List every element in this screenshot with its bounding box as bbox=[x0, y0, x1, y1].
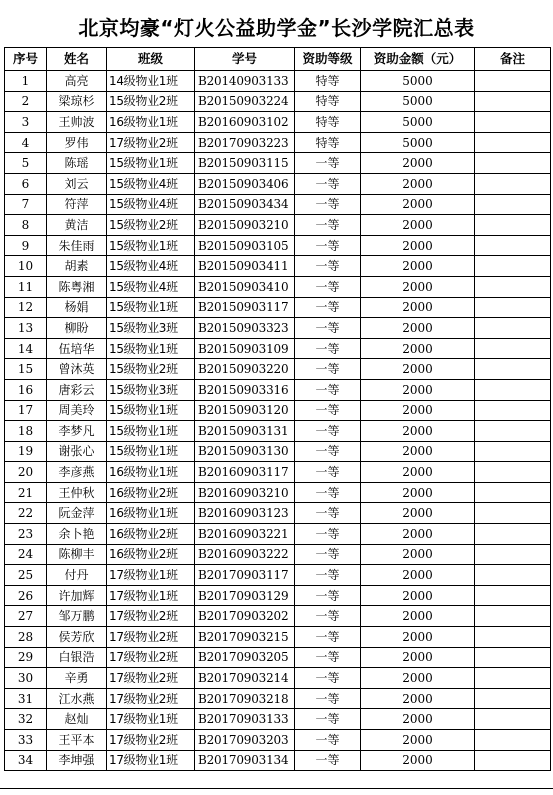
cell-amount: 2000 bbox=[361, 503, 475, 524]
cell-amount: 2000 bbox=[361, 359, 475, 380]
table-row bbox=[5, 441, 551, 462]
cell-amount: 2000 bbox=[361, 153, 475, 174]
table-row bbox=[5, 503, 551, 524]
table-row bbox=[5, 338, 551, 359]
cell-note bbox=[475, 379, 551, 400]
cell-name: 刘云 bbox=[47, 173, 107, 194]
cell-note bbox=[475, 194, 551, 215]
cell-amount: 2000 bbox=[361, 730, 475, 751]
table-row bbox=[5, 730, 551, 751]
cell-no: 21 bbox=[5, 482, 47, 503]
table-row bbox=[5, 585, 551, 606]
cell-name: 符萍 bbox=[47, 194, 107, 215]
cell-level: 特等 bbox=[295, 112, 361, 133]
cell-no: 27 bbox=[5, 606, 47, 627]
table-row bbox=[5, 688, 551, 709]
cell-amount: 2000 bbox=[361, 668, 475, 689]
cell-student-id: B20170903129 bbox=[195, 585, 295, 606]
cell-class: 16级物业2班 bbox=[107, 544, 195, 565]
header-level: 资助等级 bbox=[295, 48, 361, 71]
header-name: 姓名 bbox=[47, 48, 107, 71]
cell-class: 16级物业1班 bbox=[107, 503, 195, 524]
table-row bbox=[5, 606, 551, 627]
cell-student-id: B20160903123 bbox=[195, 503, 295, 524]
cell-level: 特等 bbox=[295, 91, 361, 112]
cell-student-id: B20170903215 bbox=[195, 627, 295, 648]
cell-class: 15级物业1班 bbox=[107, 297, 195, 318]
cell-amount: 2000 bbox=[361, 235, 475, 256]
table-row bbox=[5, 544, 551, 565]
cell-student-id: B20160903117 bbox=[195, 462, 295, 483]
cell-student-id: B20150903115 bbox=[195, 153, 295, 174]
cell-no: 11 bbox=[5, 276, 47, 297]
table-row bbox=[5, 235, 551, 256]
cell-class: 15级物业2班 bbox=[107, 215, 195, 236]
cell-class: 15级物业4班 bbox=[107, 276, 195, 297]
cell-student-id: B20170903223 bbox=[195, 132, 295, 153]
cell-amount: 2000 bbox=[361, 462, 475, 483]
cell-name: 罗伟 bbox=[47, 132, 107, 153]
cell-no: 22 bbox=[5, 503, 47, 524]
cell-amount: 2000 bbox=[361, 421, 475, 442]
cell-note bbox=[475, 585, 551, 606]
cell-no: 29 bbox=[5, 647, 47, 668]
cell-no: 13 bbox=[5, 318, 47, 339]
cell-class: 17级物业2班 bbox=[107, 132, 195, 153]
cell-note bbox=[475, 606, 551, 627]
cell-note bbox=[475, 503, 551, 524]
cell-student-id: B20150903120 bbox=[195, 400, 295, 421]
cell-name: 王平本 bbox=[47, 730, 107, 751]
cell-class: 15级物业1班 bbox=[107, 400, 195, 421]
cell-note bbox=[475, 565, 551, 586]
cell-amount: 2000 bbox=[361, 606, 475, 627]
cell-student-id: B20150903410 bbox=[195, 276, 295, 297]
cell-class: 17级物业2班 bbox=[107, 668, 195, 689]
cell-amount: 2000 bbox=[361, 627, 475, 648]
cell-level: 一等 bbox=[295, 400, 361, 421]
cell-note bbox=[475, 132, 551, 153]
cell-amount: 2000 bbox=[361, 379, 475, 400]
table-row bbox=[5, 647, 551, 668]
cell-amount: 2000 bbox=[361, 750, 475, 771]
cell-name: 李梦凡 bbox=[47, 421, 107, 442]
cell-level: 一等 bbox=[295, 606, 361, 627]
cell-level: 一等 bbox=[295, 338, 361, 359]
table-row bbox=[5, 421, 551, 442]
cell-class: 17级物业1班 bbox=[107, 750, 195, 771]
cell-no: 31 bbox=[5, 688, 47, 709]
cell-no: 20 bbox=[5, 462, 47, 483]
cell-no: 5 bbox=[5, 153, 47, 174]
cell-note bbox=[475, 338, 551, 359]
cell-no: 1 bbox=[5, 71, 47, 92]
cell-student-id: B20160903102 bbox=[195, 112, 295, 133]
cell-class: 17级物业2班 bbox=[107, 606, 195, 627]
cell-no: 32 bbox=[5, 709, 47, 730]
cell-level: 一等 bbox=[295, 668, 361, 689]
table-row bbox=[5, 215, 551, 236]
cell-name: 黄洁 bbox=[47, 215, 107, 236]
cell-no: 33 bbox=[5, 730, 47, 751]
cell-class: 15级物业1班 bbox=[107, 153, 195, 174]
cell-name: 侯芳欣 bbox=[47, 627, 107, 648]
cell-note bbox=[475, 750, 551, 771]
cell-amount: 5000 bbox=[361, 132, 475, 153]
cell-level: 特等 bbox=[295, 71, 361, 92]
cell-no: 7 bbox=[5, 194, 47, 215]
cell-class: 15级物业1班 bbox=[107, 235, 195, 256]
header-note: 备注 bbox=[475, 48, 551, 71]
table-row bbox=[5, 71, 551, 92]
table-row bbox=[5, 297, 551, 318]
cell-name: 曾沐英 bbox=[47, 359, 107, 380]
cell-level: 一等 bbox=[295, 647, 361, 668]
cell-level: 一等 bbox=[295, 379, 361, 400]
cell-note bbox=[475, 215, 551, 236]
cell-level: 一等 bbox=[295, 688, 361, 709]
cell-amount: 2000 bbox=[361, 297, 475, 318]
table-row bbox=[5, 709, 551, 730]
bottom-divider bbox=[0, 788, 553, 789]
cell-class: 17级物业2班 bbox=[107, 647, 195, 668]
cell-name: 唐彩云 bbox=[47, 379, 107, 400]
cell-no: 9 bbox=[5, 235, 47, 256]
cell-name: 王帅波 bbox=[47, 112, 107, 133]
cell-no: 4 bbox=[5, 132, 47, 153]
cell-name: 谢张心 bbox=[47, 441, 107, 462]
table-row bbox=[5, 194, 551, 215]
cell-class: 17级物业2班 bbox=[107, 688, 195, 709]
cell-name: 梁琼杉 bbox=[47, 91, 107, 112]
cell-no: 18 bbox=[5, 421, 47, 442]
table-row bbox=[5, 565, 551, 586]
cell-note bbox=[475, 647, 551, 668]
cell-note bbox=[475, 441, 551, 462]
cell-level: 一等 bbox=[295, 359, 361, 380]
cell-class: 15级物业4班 bbox=[107, 256, 195, 277]
cell-amount: 2000 bbox=[361, 565, 475, 586]
cell-level: 一等 bbox=[295, 503, 361, 524]
cell-note bbox=[475, 524, 551, 545]
table-row bbox=[5, 153, 551, 174]
cell-class: 16级物业2班 bbox=[107, 524, 195, 545]
cell-class: 15级物业2班 bbox=[107, 91, 195, 112]
cell-note bbox=[475, 91, 551, 112]
cell-note bbox=[475, 318, 551, 339]
table-row bbox=[5, 91, 551, 112]
cell-amount: 2000 bbox=[361, 585, 475, 606]
cell-amount: 2000 bbox=[361, 256, 475, 277]
cell-name: 江水燕 bbox=[47, 688, 107, 709]
cell-note bbox=[475, 544, 551, 565]
cell-amount: 2000 bbox=[361, 215, 475, 236]
cell-no: 24 bbox=[5, 544, 47, 565]
table-row bbox=[5, 276, 551, 297]
cell-no: 10 bbox=[5, 256, 47, 277]
cell-name: 朱佳雨 bbox=[47, 235, 107, 256]
cell-student-id: B20150903323 bbox=[195, 318, 295, 339]
cell-name: 陈粤湘 bbox=[47, 276, 107, 297]
table-row bbox=[5, 750, 551, 771]
cell-class: 14级物业1班 bbox=[107, 71, 195, 92]
table-header-row bbox=[5, 48, 551, 71]
cell-no: 26 bbox=[5, 585, 47, 606]
cell-student-id: B20170903133 bbox=[195, 709, 295, 730]
table-row bbox=[5, 627, 551, 648]
cell-class: 17级物业1班 bbox=[107, 585, 195, 606]
cell-student-id: B20150903220 bbox=[195, 359, 295, 380]
cell-no: 15 bbox=[5, 359, 47, 380]
cell-note bbox=[475, 462, 551, 483]
cell-level: 一等 bbox=[295, 276, 361, 297]
header-student-id: 学号 bbox=[195, 48, 295, 71]
cell-class: 17级物业1班 bbox=[107, 709, 195, 730]
cell-student-id: B20160903210 bbox=[195, 482, 295, 503]
cell-class: 15级物业4班 bbox=[107, 173, 195, 194]
cell-class: 17级物业2班 bbox=[107, 627, 195, 648]
cell-amount: 2000 bbox=[361, 524, 475, 545]
cell-note bbox=[475, 173, 551, 194]
cell-class: 15级物业4班 bbox=[107, 194, 195, 215]
cell-note bbox=[475, 112, 551, 133]
cell-class: 15级物业2班 bbox=[107, 359, 195, 380]
cell-no: 6 bbox=[5, 173, 47, 194]
table-row bbox=[5, 379, 551, 400]
cell-level: 一等 bbox=[295, 215, 361, 236]
cell-no: 34 bbox=[5, 750, 47, 771]
cell-level: 一等 bbox=[295, 482, 361, 503]
cell-name: 付丹 bbox=[47, 565, 107, 586]
cell-level: 一等 bbox=[295, 709, 361, 730]
cell-amount: 2000 bbox=[361, 709, 475, 730]
table-row bbox=[5, 524, 551, 545]
cell-class: 15级物业1班 bbox=[107, 338, 195, 359]
cell-level: 一等 bbox=[295, 153, 361, 174]
page-title: 北京均豪“灯火公益助学金”长沙学院汇总表 bbox=[78, 16, 475, 40]
cell-level: 一等 bbox=[295, 173, 361, 194]
cell-class: 16级物业1班 bbox=[107, 462, 195, 483]
cell-class: 15级物业3班 bbox=[107, 379, 195, 400]
cell-name: 辛勇 bbox=[47, 668, 107, 689]
table-row bbox=[5, 668, 551, 689]
cell-name: 邹万鹏 bbox=[47, 606, 107, 627]
cell-class: 16级物业2班 bbox=[107, 482, 195, 503]
cell-note bbox=[475, 297, 551, 318]
cell-note bbox=[475, 71, 551, 92]
cell-amount: 5000 bbox=[361, 91, 475, 112]
cell-student-id: B20150903411 bbox=[195, 256, 295, 277]
cell-student-id: B20150903316 bbox=[195, 379, 295, 400]
cell-name: 胡素 bbox=[47, 256, 107, 277]
cell-name: 柳盼 bbox=[47, 318, 107, 339]
cell-no: 3 bbox=[5, 112, 47, 133]
cell-name: 陈瑶 bbox=[47, 153, 107, 174]
cell-name: 高亮 bbox=[47, 71, 107, 92]
cell-student-id: B20150903117 bbox=[195, 297, 295, 318]
cell-no: 23 bbox=[5, 524, 47, 545]
cell-student-id: B20170903117 bbox=[195, 565, 295, 586]
cell-class: 15级物业1班 bbox=[107, 441, 195, 462]
cell-name: 白银浩 bbox=[47, 647, 107, 668]
header-class: 班级 bbox=[107, 48, 195, 71]
cell-note bbox=[475, 276, 551, 297]
cell-amount: 5000 bbox=[361, 71, 475, 92]
cell-note bbox=[475, 235, 551, 256]
table-row bbox=[5, 173, 551, 194]
cell-note bbox=[475, 730, 551, 751]
cell-note bbox=[475, 627, 551, 648]
cell-name: 许加辉 bbox=[47, 585, 107, 606]
table-row bbox=[5, 359, 551, 380]
cell-student-id: B20170903203 bbox=[195, 730, 295, 751]
cell-name: 陈柳丰 bbox=[47, 544, 107, 565]
table-row bbox=[5, 400, 551, 421]
cell-note bbox=[475, 359, 551, 380]
table-row bbox=[5, 112, 551, 133]
cell-note bbox=[475, 256, 551, 277]
cell-no: 28 bbox=[5, 627, 47, 648]
cell-name: 王仲秋 bbox=[47, 482, 107, 503]
cell-level: 一等 bbox=[295, 318, 361, 339]
cell-name: 李坤强 bbox=[47, 750, 107, 771]
cell-amount: 2000 bbox=[361, 441, 475, 462]
cell-student-id: B20150903434 bbox=[195, 194, 295, 215]
cell-class: 15级物业3班 bbox=[107, 318, 195, 339]
cell-class: 15级物业1班 bbox=[107, 421, 195, 442]
cell-name: 杨娟 bbox=[47, 297, 107, 318]
cell-amount: 2000 bbox=[361, 173, 475, 194]
cell-level: 一等 bbox=[295, 585, 361, 606]
cell-level: 一等 bbox=[295, 565, 361, 586]
cell-amount: 2000 bbox=[361, 482, 475, 503]
cell-no: 14 bbox=[5, 338, 47, 359]
cell-note bbox=[475, 709, 551, 730]
cell-level: 特等 bbox=[295, 132, 361, 153]
cell-amount: 2000 bbox=[361, 400, 475, 421]
cell-level: 一等 bbox=[295, 730, 361, 751]
table-row bbox=[5, 462, 551, 483]
cell-no: 16 bbox=[5, 379, 47, 400]
cell-name: 赵灿 bbox=[47, 709, 107, 730]
summary-table bbox=[4, 47, 551, 771]
cell-student-id: B20170903134 bbox=[195, 750, 295, 771]
cell-class: 17级物业2班 bbox=[107, 730, 195, 751]
table-row bbox=[5, 318, 551, 339]
cell-level: 一等 bbox=[295, 441, 361, 462]
cell-level: 一等 bbox=[295, 421, 361, 442]
header-amount: 资助金额（元） bbox=[361, 48, 475, 71]
cell-level: 一等 bbox=[295, 750, 361, 771]
cell-note bbox=[475, 421, 551, 442]
cell-amount: 2000 bbox=[361, 338, 475, 359]
table-row bbox=[5, 132, 551, 153]
cell-amount: 2000 bbox=[361, 544, 475, 565]
cell-note bbox=[475, 688, 551, 709]
cell-amount: 5000 bbox=[361, 112, 475, 133]
cell-amount: 2000 bbox=[361, 318, 475, 339]
cell-student-id: B20160903221 bbox=[195, 524, 295, 545]
cell-note bbox=[475, 400, 551, 421]
table-row bbox=[5, 482, 551, 503]
cell-level: 一等 bbox=[295, 256, 361, 277]
cell-name: 周美玲 bbox=[47, 400, 107, 421]
cell-student-id: B20170903218 bbox=[195, 688, 295, 709]
cell-student-id: B20170903205 bbox=[195, 647, 295, 668]
cell-student-id: B20150903224 bbox=[195, 91, 295, 112]
cell-amount: 2000 bbox=[361, 688, 475, 709]
cell-student-id: B20160903222 bbox=[195, 544, 295, 565]
cell-student-id: B20150903105 bbox=[195, 235, 295, 256]
cell-level: 一等 bbox=[295, 524, 361, 545]
cell-level: 一等 bbox=[295, 544, 361, 565]
cell-name: 阮金萍 bbox=[47, 503, 107, 524]
header-no: 序号 bbox=[5, 48, 47, 71]
cell-class: 16级物业1班 bbox=[107, 112, 195, 133]
cell-student-id: B20150903131 bbox=[195, 421, 295, 442]
cell-student-id: B20150903109 bbox=[195, 338, 295, 359]
table-row bbox=[5, 256, 551, 277]
cell-note bbox=[475, 668, 551, 689]
cell-name: 余卜艳 bbox=[47, 524, 107, 545]
cell-student-id: B20150903130 bbox=[195, 441, 295, 462]
cell-level: 一等 bbox=[295, 297, 361, 318]
cell-level: 一等 bbox=[295, 235, 361, 256]
cell-student-id: B20150903210 bbox=[195, 215, 295, 236]
cell-class: 17级物业1班 bbox=[107, 565, 195, 586]
cell-no: 8 bbox=[5, 215, 47, 236]
cell-no: 2 bbox=[5, 91, 47, 112]
cell-student-id: B20140903133 bbox=[195, 71, 295, 92]
cell-student-id: B20170903202 bbox=[195, 606, 295, 627]
cell-note bbox=[475, 482, 551, 503]
cell-note bbox=[475, 153, 551, 174]
table-body bbox=[5, 71, 551, 771]
cell-amount: 2000 bbox=[361, 194, 475, 215]
cell-amount: 2000 bbox=[361, 276, 475, 297]
cell-no: 25 bbox=[5, 565, 47, 586]
cell-no: 30 bbox=[5, 668, 47, 689]
cell-level: 一等 bbox=[295, 627, 361, 648]
cell-amount: 2000 bbox=[361, 647, 475, 668]
cell-no: 19 bbox=[5, 441, 47, 462]
cell-level: 一等 bbox=[295, 462, 361, 483]
cell-no: 17 bbox=[5, 400, 47, 421]
cell-student-id: B20150903406 bbox=[195, 173, 295, 194]
cell-level: 一等 bbox=[295, 194, 361, 215]
cell-name: 伍培华 bbox=[47, 338, 107, 359]
cell-no: 12 bbox=[5, 297, 47, 318]
cell-name: 李彦燕 bbox=[47, 462, 107, 483]
cell-student-id: B20170903214 bbox=[195, 668, 295, 689]
